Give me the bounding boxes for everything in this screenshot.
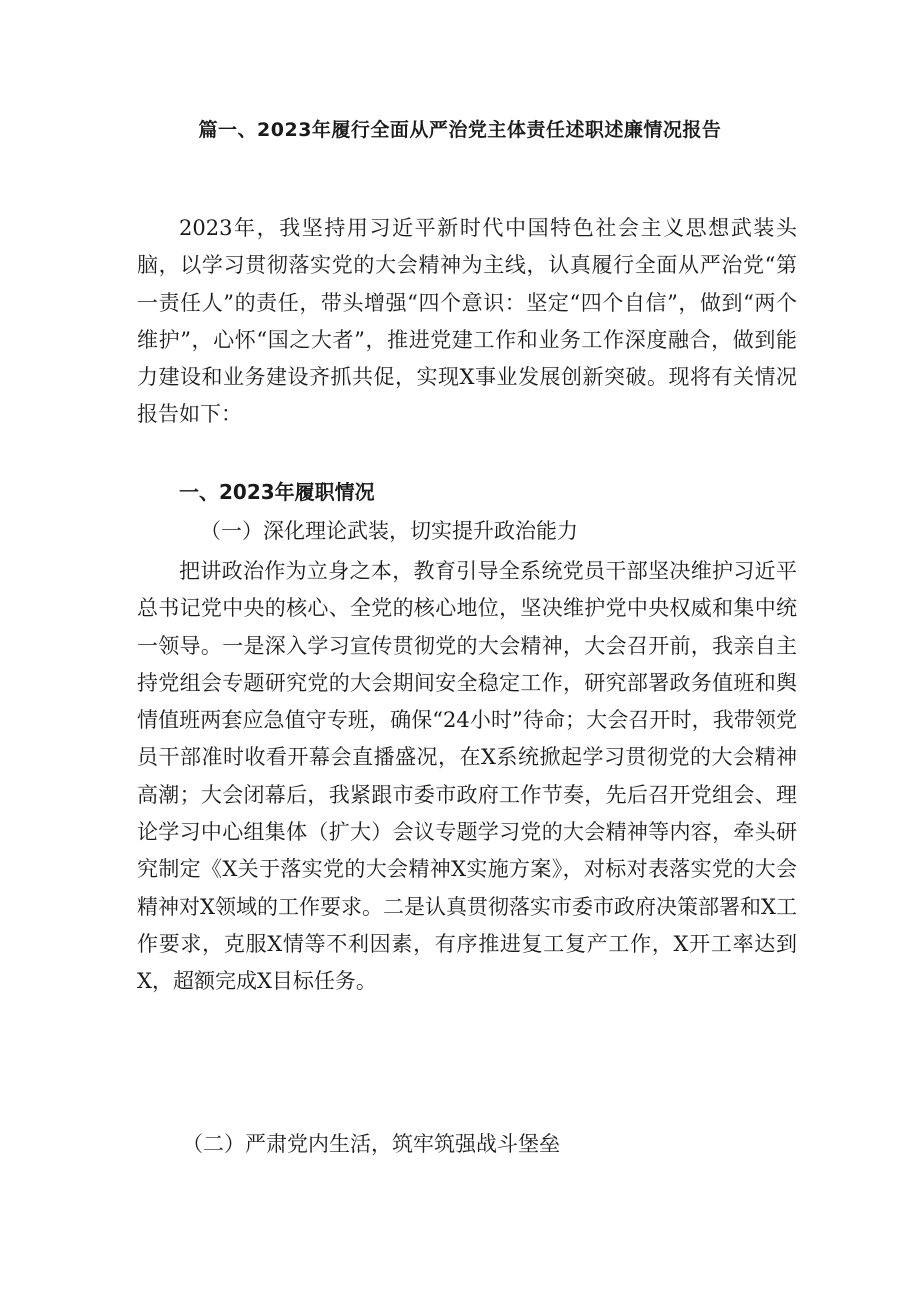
intro-paragraph: 2023年，我坚持用习近平新时代中国特色社会主义思想武装头脑，以学习贯彻落实党的大会精神为主线，认真履行全面从严治党“第一责任人”的责任，带头增强“四个意识：坚定“四个自信”，做到“两个维护”，心怀“国之大者”，推进党建工作和业务工作深度融合，做到能力建设和业务建设齐抓共促，实现X事业发展创新突破。现将有关情况报告如下： [137,216,797,427]
subsection-heading-theory: （一）深化理论武装，切实提升政治能力 [200,519,578,543]
section-heading-performance: 一、2023年履职情况 [179,480,375,504]
document-title: 篇一、2023年履行全面从严治党主体责任述职述廉情况报告 [198,119,722,141]
subsection-paragraph-theory: 把讲政治作为立身之本，教育引导全系统党员干部坚决维护习近平总书记党中央的核心、全党的核心地位，坚决维护党中央权威和集中统一领导。一是深入学习宣传贯彻党的大会精神，大会召开前，我亲自主持党组会专题研究党的大会期间安全稳定工作，研究部署政务值班和舆情值班两套应急值守专班，确保“24小时”待命；大会召开时，我带领党员干部准时收看开幕会直播盛况，在X系统掀起学习贯彻党的大会精神高潮；大会闭幕后，我紧跟市委市政府工作节奏，先后召开党组会、理论学习中心组集体（扩大）会议专题学习党的大会精神等内容，牵头研究制定《X关于落实党的大会精神X实施方案》，对标对表落实党的大会精神对X领域的工作要求。二是认真贯彻落实市委市政府决策部署和X工作要求，克服X情等不利因素，有序推进复工复产工作，X开工率达到X，超额完成X目标任务。 [137,559,797,994]
subsection-heading-party-life: （二）严肃党内生活，筑牢筑强战斗堡垒 [182,1132,560,1156]
